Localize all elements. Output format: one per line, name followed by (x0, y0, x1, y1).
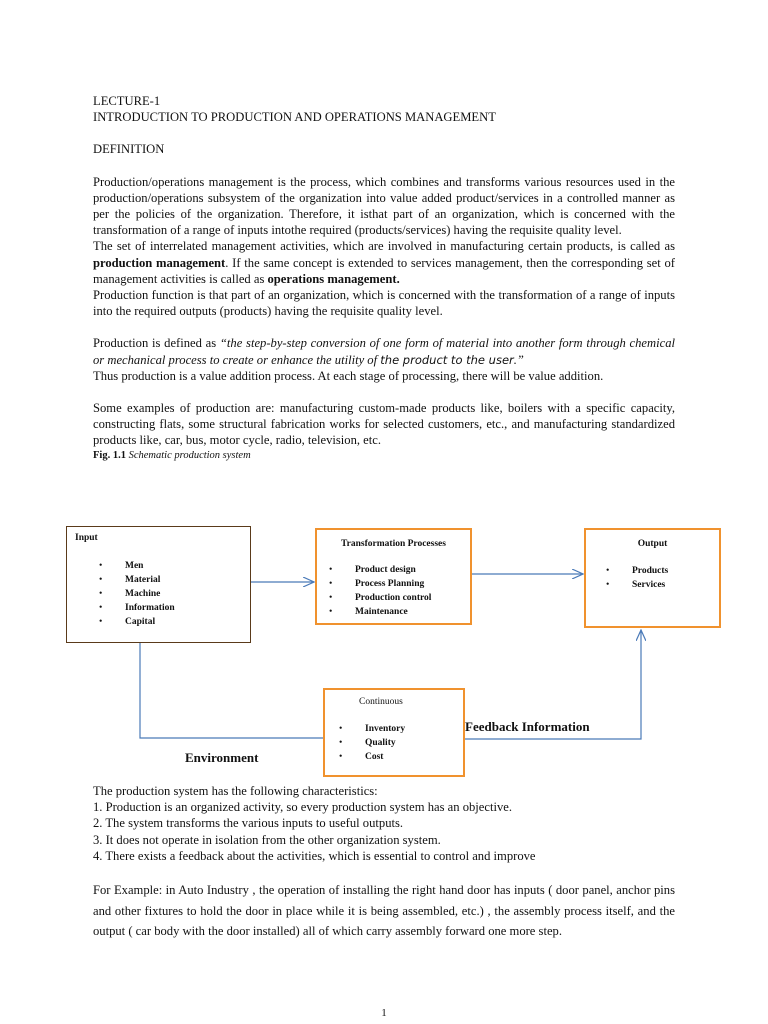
paragraph-example: For Example: in Auto Industry , the operation of installing the right hand door has inputs ( door panel, anchor pins and other fixtures to hold the door in place while it is being assembled, etc.) , the assembly process itself, and the output ( car body with the door installed) all of which carry assembly forward one more step. (93, 883, 675, 939)
transformation-item: • Product design (329, 563, 464, 577)
paragraph-examples: Some examples of production are: manufacturing custom-made products like, boilers with a specific capacity, constructing flats, some structural fabrication works for selected customers, etc., and manufacturing standardized products like, car, bus, motor cycle, radio, television, etc. (93, 401, 675, 448)
transformation-item: • Production control (329, 591, 464, 605)
continuous-item: • Cost (339, 750, 457, 764)
characteristics-section (93, 783, 675, 942)
environment-label: Environment (185, 750, 259, 765)
input-item: • Information (99, 601, 242, 615)
definition-heading: DEFINITION (93, 142, 165, 157)
paragraph-production-defined: Production is defined as “the step-by-step conversion of one form of material into another form through chemical or mechanical process to create or enhance the utility of the product to the user.” Thus production is a value addition process. At each stage of processing, there will be value addition. (93, 336, 675, 383)
characteristics-intro: The production system has the following characteristics: (93, 784, 378, 798)
input-item: • Machine (99, 587, 242, 601)
input-item: • Material (99, 573, 242, 587)
continuous-title: Continuous (359, 697, 403, 707)
continuous-item: • Quality (339, 736, 457, 750)
transformation-box (315, 528, 472, 625)
input-item: • Capital (99, 615, 242, 629)
characteristic-item: 2. The system transforms the various inputs to useful outputs. (93, 816, 404, 831)
figure-caption: Fig. 1.1 Schematic production system (93, 449, 251, 461)
transformation-item: • Maintenance (329, 605, 464, 619)
continuous-box (323, 688, 465, 777)
output-box (584, 528, 721, 628)
line-environment (140, 643, 323, 738)
characteristic-item: 1. Production is an organized activity, so every production system has an objective. (93, 800, 512, 815)
lecture-title: INTRODUCTION TO PRODUCTION AND OPERATIONS MANAGEMENT (93, 110, 496, 125)
transformation-item: • Process Planning (329, 577, 464, 591)
paragraph-management: The set of interrelated management activities, which are involved in manufacturing certain products, is called as production management. If the same concept is extended to services management, then the corresponding set of management activities is called as operations management. (93, 239, 675, 286)
output-item: • Products (606, 564, 713, 578)
paragraph-definition: Production/operations management is the process, which combines and transforms various resources used in the production/operations subsystem of the organization into value added product/services in a controlled manner as per the policies of the organization. Therefore, it isthat part of an organization, which is concerned with the transformation of a range of inputs intothe required (products/services) having the requisite quality level. (93, 174, 675, 238)
characteristic-item: 3. It does not operate in isolation from the other organization system. (93, 832, 441, 847)
output-title: Output (637, 539, 668, 549)
continuous-item: • Inventory (339, 722, 457, 736)
page-number: 1 (381, 1007, 387, 1019)
term-operations-management: operations management. (267, 271, 400, 286)
paragraph-production-function: Production function is that part of an organization, which is concerned with the transformation of a range of inputs into the required outputs (products) having the requisite quality level. (93, 288, 675, 319)
output-item: • Services (606, 578, 713, 592)
lecture-number: LECTURE-1 (93, 94, 161, 108)
input-item: • Men (99, 559, 242, 573)
transformation-title: Transformation Processes (341, 539, 446, 549)
input-box (66, 526, 251, 643)
term-production-management: production management (93, 255, 226, 270)
input-title: Input (75, 533, 98, 543)
characteristic-item: 4. There exists a feedback about the activities, which is essential to control and improve (93, 848, 536, 863)
feedback-label: Feedback Information (465, 719, 590, 734)
